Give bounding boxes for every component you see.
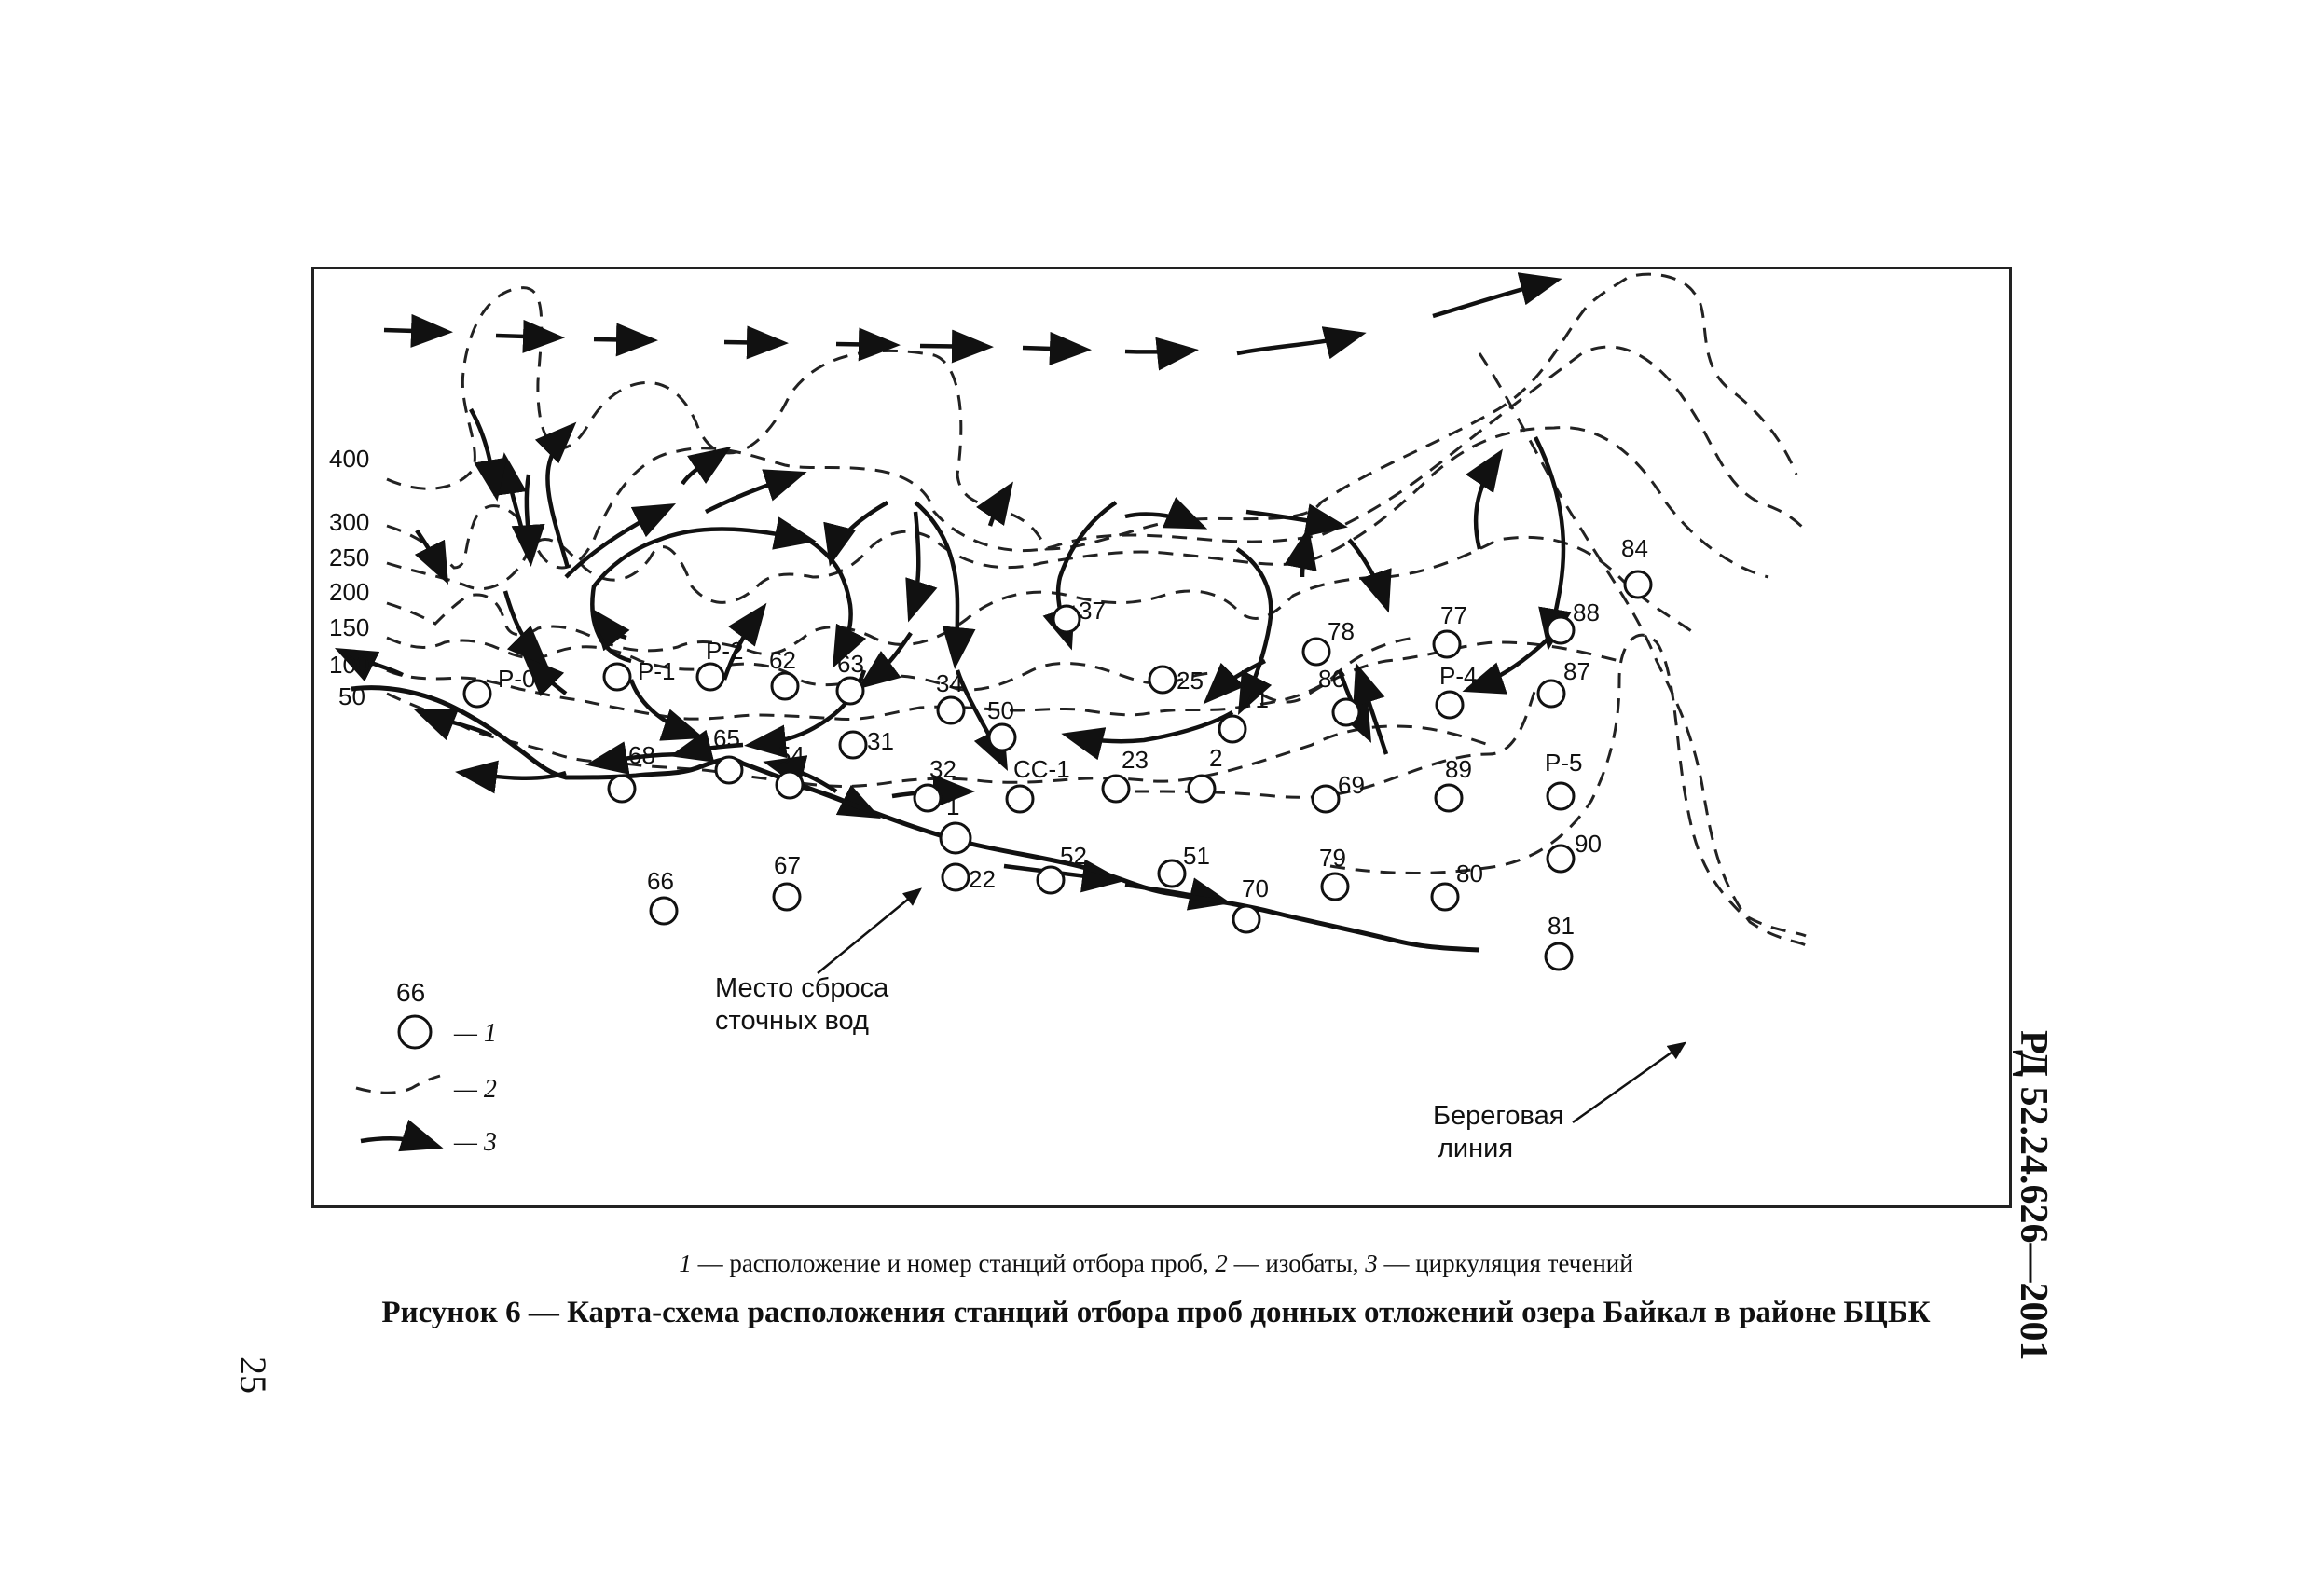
station-marker (943, 864, 969, 890)
station-marker (464, 681, 490, 707)
station-label: Р-5 (1545, 749, 1583, 777)
station-label: 50 (987, 696, 1014, 724)
station-marker (1007, 786, 1033, 812)
station-marker (1437, 692, 1463, 718)
station-label: 51 (1183, 842, 1210, 870)
station-label: 54 (778, 741, 805, 769)
station-marker (1625, 571, 1651, 598)
isobath-label-50: 50 (338, 682, 365, 710)
station-label: 69 (1338, 771, 1365, 799)
station-marker (1303, 639, 1329, 665)
station-label: 80 (1456, 860, 1483, 887)
station-marker (1313, 786, 1339, 812)
shoreline (351, 688, 1479, 950)
station-marker (1546, 943, 1572, 970)
station-label: Р-4 (1439, 662, 1478, 690)
station-label: 65 (713, 724, 740, 752)
isobath-label-300: 300 (329, 508, 370, 536)
station-marker (1053, 606, 1080, 632)
station-label: 25 (1177, 667, 1204, 695)
station-label: 88 (1573, 598, 1600, 626)
station-label: 32 (929, 755, 956, 783)
station-marker (1548, 617, 1574, 643)
station-label: 81 (1548, 912, 1575, 940)
station-label: Р-2 (706, 637, 744, 665)
legend-sample-number: 66 (396, 978, 426, 1007)
isobath-label-200: 200 (329, 578, 370, 606)
shoreline-pointer-arrow (1573, 1043, 1685, 1122)
figure-title: Рисунок 6 — Карта-схема расположения станций отбора проб донных отложений озера Байкал в районе БЦБК (381, 1296, 1931, 1329)
isobath-label-250: 250 (329, 543, 370, 571)
station-marker (1322, 874, 1348, 900)
station-label: 86 (1318, 665, 1345, 693)
document-code: РД 52.24.626—2001 (2012, 1030, 2055, 1361)
station-marker (697, 664, 723, 690)
station-label: 78 (1328, 617, 1355, 645)
legend-item-2: — 2 (454, 1075, 497, 1104)
discharge-pointer-arrow (818, 889, 920, 973)
station-marker (1189, 776, 1215, 802)
station-label: 67 (774, 851, 801, 879)
station-marker (837, 678, 863, 704)
station-label: 37 (1079, 597, 1106, 625)
legend-item-3: — 3 (454, 1128, 497, 1157)
map-frame (311, 267, 2012, 1208)
station-label: 2 (1209, 744, 1223, 772)
station-label: 84 (1621, 534, 1648, 562)
shoreline-annotation (1433, 1043, 1685, 1163)
station-label: 52 (1060, 842, 1087, 870)
station-marker (777, 772, 803, 798)
station-label: 1 (946, 792, 960, 820)
circle-icon (399, 1016, 431, 1048)
station-label: Р-0 (498, 665, 536, 693)
station-marker (1548, 783, 1574, 809)
station-marker (1159, 860, 1185, 887)
isobath-label-100: 100 (329, 651, 370, 679)
station-marker (1538, 681, 1564, 707)
station-marker (941, 823, 970, 853)
legend-caption: 1 — расположение и номер станций отбора проб, 2 — изобаты, 3 — циркуляция течений (679, 1249, 1633, 1277)
page-number: 25 (232, 1356, 274, 1394)
station-label: 77 (1440, 601, 1467, 629)
station-marker (716, 757, 742, 783)
station-label: 68 (628, 741, 655, 769)
shoreline-label-line1: Береговая (1433, 1101, 1564, 1131)
station-marker (915, 785, 941, 811)
isobath-labels (329, 445, 369, 710)
discharge-site-label-line2: сточных вод (715, 1006, 869, 1036)
station-label: 62 (769, 646, 796, 674)
station-marker (1219, 716, 1245, 742)
station-marker (1149, 667, 1176, 693)
station-label: Р-1 (638, 657, 676, 685)
station-label: 23 (1122, 746, 1149, 774)
station-label: 70 (1242, 874, 1269, 902)
station-marker (1548, 846, 1574, 872)
station-marker (774, 884, 800, 910)
station-marker (651, 898, 677, 924)
isobath-300 (387, 347, 1806, 568)
arrow-icon (361, 1138, 435, 1146)
station-marker (938, 697, 964, 723)
station-label: 34 (936, 669, 963, 697)
station-marker (1038, 867, 1064, 893)
station-label: 66 (647, 867, 674, 895)
station-marker (989, 724, 1015, 750)
station-marker (1432, 884, 1458, 910)
station-marker (1103, 776, 1129, 802)
station-marker (772, 673, 798, 699)
station-label: 63 (837, 650, 864, 678)
station-label: 31 (867, 727, 894, 755)
discharge-annotation (715, 889, 920, 1036)
station-label: 89 (1445, 755, 1472, 783)
station-marker (840, 732, 866, 758)
discharge-site-label-line1: Место сброса (715, 973, 889, 1003)
dashed-line-icon (356, 1076, 440, 1093)
shoreline-label-line2: линия (1438, 1134, 1514, 1163)
station-label: СС-1 (1013, 755, 1070, 783)
station-marker (1434, 631, 1460, 657)
station-label: 87 (1563, 657, 1590, 685)
station-marker (604, 664, 630, 690)
isobath-label-150: 150 (329, 613, 370, 641)
legend-item-1: — 1 (454, 1019, 497, 1048)
station-label: 71 (1242, 685, 1269, 713)
station-marker (609, 776, 635, 802)
station-marker (1436, 785, 1462, 811)
station-label: 79 (1319, 844, 1346, 872)
station-label: 90 (1575, 830, 1602, 858)
station-label: 22 (969, 865, 996, 893)
baikal-map (314, 269, 2009, 1205)
isobath-400 (387, 274, 1796, 549)
station-marker (1233, 906, 1259, 932)
isobath-label-400: 400 (329, 445, 370, 473)
map-legend (356, 978, 497, 1157)
station-marker (1333, 699, 1359, 725)
isobath-deep-1 (1479, 353, 1806, 945)
